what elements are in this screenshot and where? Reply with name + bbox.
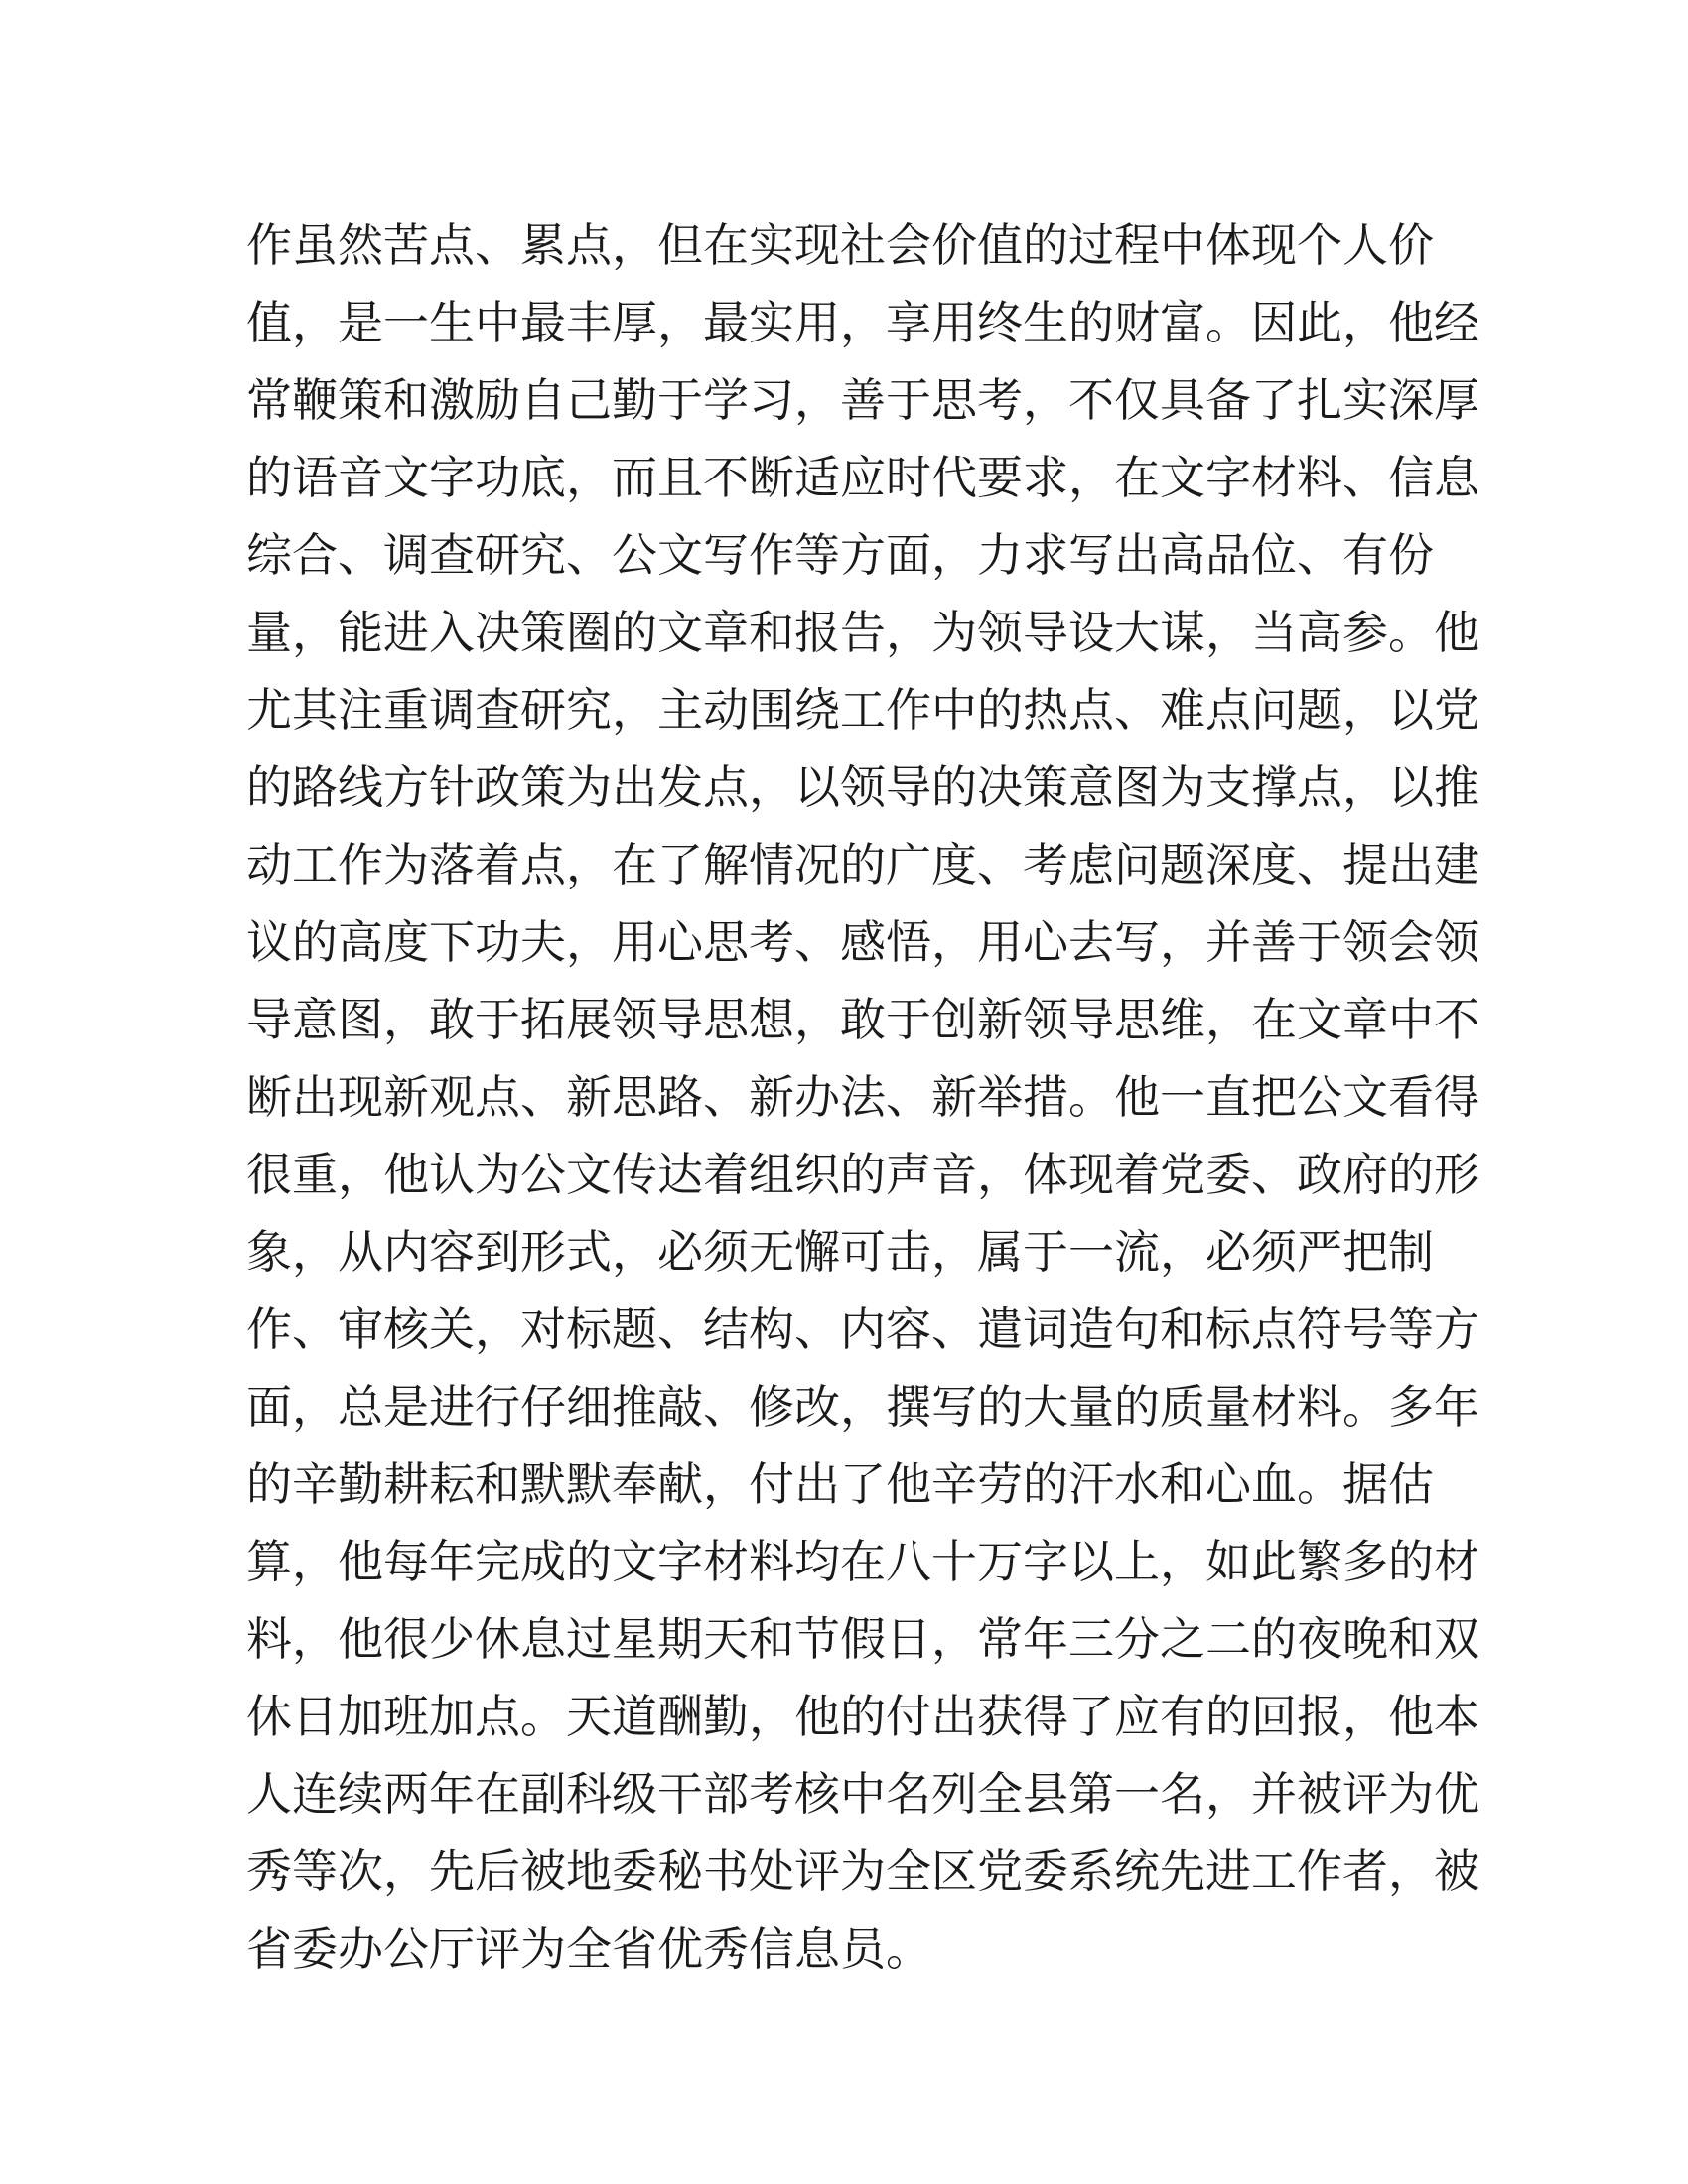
- text-line: 值，是一生中最丰厚，最实用，享用终生的财富。因此，他经: [246, 296, 1479, 349]
- text-line: 省委办公厅评为全省优秀信息员。: [246, 1922, 931, 1976]
- text-line: 动工作为落着点，在了解情况的广度、考虑问题深度、提出建: [246, 838, 1479, 891]
- text-line: 断出现新观点、新思路、新办法、新举措。他一直把公文看得: [246, 1070, 1479, 1124]
- text-line: 议的高度下功夫，用心思考、感悟，用心去写，并善于领会领: [246, 915, 1479, 969]
- text-line: 象，从内容到形式，必须无懈可击，属于一流，必须严把制: [246, 1225, 1434, 1279]
- text-line: 秀等次，先后被地委秘书处评为全区党委系统先进工作者，被: [246, 1844, 1479, 1898]
- text-line: 的语音文字功底，而且不断适应时代要求，在文字材料、信息: [246, 451, 1479, 504]
- text-line: 休日加班加点。天道酬勤，他的付出获得了应有的回报，他本: [246, 1690, 1479, 1743]
- text-line: 面，总是进行仔细推敲、修改，撰写的大量的质量材料。多年: [246, 1380, 1479, 1433]
- text-line: 很重，他认为公文传达着组织的声音，体现着党委、政府的形: [246, 1148, 1479, 1201]
- text-line: 常鞭策和激励自己勤于学习，善于思考，不仅具备了扎实深厚: [246, 373, 1479, 427]
- text-line: 尤其注重调查研究，主动围绕工作中的热点、难点问题，以党: [246, 683, 1479, 737]
- text-line: 料，他很少休息过星期天和节假日，常年三分之二的夜晚和双: [246, 1612, 1479, 1666]
- text-line: 导意图，敢于拓展领导思想，敢于创新领导思维，在文章中不: [246, 993, 1479, 1046]
- text-line: 人连续两年在副科级干部考核中名列全县第一名，并被评为优: [246, 1767, 1479, 1821]
- text-line: 的路线方针政策为出发点，以领导的决策意图为支撑点，以推: [246, 760, 1479, 814]
- text-line: 量，能进入决策圈的文章和报告，为领导设大谋，当高参。他: [246, 606, 1479, 659]
- body-paragraph: [246, 206, 1479, 1987]
- text-line: 的辛勤耕耘和默默奉献，付出了他辛劳的汗水和心血。据估: [246, 1457, 1434, 1511]
- text-line: 综合、调查研究、公文写作等方面，力求写出高品位、有份: [246, 528, 1434, 582]
- text-line: 算，他每年完成的文字材料均在八十万字以上，如此繁多的材: [246, 1535, 1479, 1588]
- text-line: 作虽然苦点、累点，但在实现社会价值的过程中体现个人价: [246, 218, 1434, 272]
- text-line: 作、审核关，对标题、结构、内容、遣词造句和标点符号等方: [246, 1302, 1479, 1356]
